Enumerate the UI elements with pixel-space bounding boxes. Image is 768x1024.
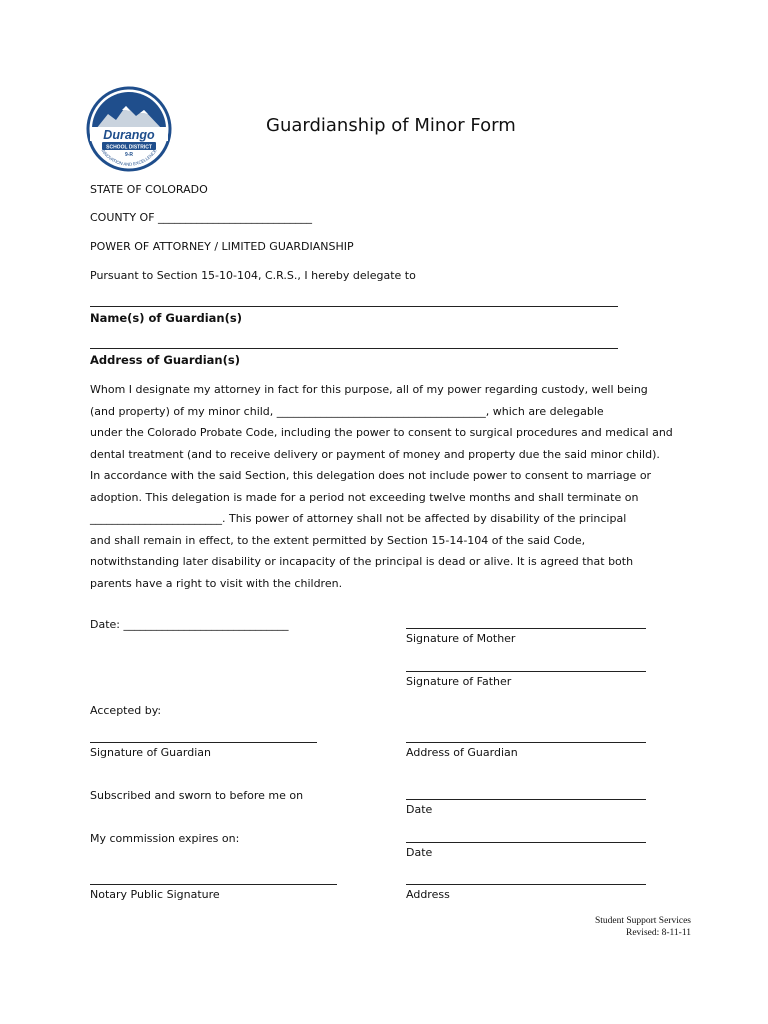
poa-heading: POWER OF ATTORNEY / LIMITED GUARDIANSHIP xyxy=(90,240,354,253)
paragraph-line: adoption. This delegation is made for a period not exceeding twelve months and shall terminate on xyxy=(90,490,639,504)
delegation-paragraph xyxy=(90,379,690,594)
subscribed-date-label: Date xyxy=(406,803,433,816)
state-line: STATE OF COLORADO xyxy=(90,183,208,196)
footer-department: Student Support Services xyxy=(594,916,691,926)
paragraph-line: (and property) of my minor child, ______________________________________, which are delegable xyxy=(90,404,604,418)
paragraph-line: Whom I designate my attorney in fact for this purpose, all of my power regarding custody, well being xyxy=(90,383,648,396)
notary-signature-label: Notary Public Signature xyxy=(90,888,220,901)
county-line: COUNTY OF ____________________________ xyxy=(90,211,313,224)
guardian-address-label: Address of Guardian(s) xyxy=(90,353,240,367)
paragraph-line: notwithstanding later disability or incapacity of the principal is dead or alive. It is agreed that both xyxy=(90,555,634,568)
district-logo xyxy=(86,86,172,172)
guardian-names-label: Name(s) of Guardian(s) xyxy=(90,311,242,325)
commission-date-line[interactable] xyxy=(406,842,646,843)
paragraph-line: parents have a right to visit with the children. xyxy=(90,576,343,590)
paragraph-line: dental treatment (and to receive delivery or payment of money and property due the said minor child). xyxy=(90,447,660,461)
notary-signature-line[interactable] xyxy=(90,884,337,885)
accepted-by-label: Accepted by: xyxy=(90,704,162,717)
date-field[interactable]: Date: ______________________________ xyxy=(90,618,289,631)
guardian-signature-label: Signature of Guardian xyxy=(90,746,211,759)
page-title: Guardianship of Minor Form xyxy=(266,115,516,136)
logo-name: Durango xyxy=(103,128,155,142)
paragraph-line: In accordance with the said Section, this delegation does not include power to consent to marriage or xyxy=(90,469,652,482)
father-signature-line[interactable] xyxy=(406,671,646,672)
subscribed-date-line[interactable] xyxy=(406,799,646,800)
paragraph-line: ________________________. This power of attorney shall not be affected by disability of the principal xyxy=(90,512,627,525)
paragraph-line: and shall remain in effect, to the extent permitted by Section 15-14-104 of the said Code, xyxy=(90,533,586,547)
logo-subtitle: SCHOOL DISTRICT xyxy=(106,144,152,151)
guardian-address-line[interactable] xyxy=(90,348,618,349)
logo-grades: 9-R xyxy=(124,152,134,158)
pursuant-line: Pursuant to Section 15-10-104, C.R.S., I hereby delegate to xyxy=(90,269,416,282)
mother-signature-line[interactable] xyxy=(406,628,646,629)
guardian-address-signature-label: Address of Guardian xyxy=(406,746,518,759)
logo-motto: INNOVATION AND EXCELLENCE xyxy=(100,148,158,167)
father-signature-label: Signature of Father xyxy=(406,675,512,688)
notary-address-line[interactable] xyxy=(406,884,646,885)
footer-revised: Revised: 8-11-11 xyxy=(626,928,691,938)
guardian-address-signature-line[interactable] xyxy=(406,742,646,743)
commission-label: My commission expires on: xyxy=(90,832,240,845)
notary-address-label: Address xyxy=(406,888,450,901)
guardian-name-line[interactable] xyxy=(90,306,618,307)
guardian-signature-line[interactable] xyxy=(90,742,317,743)
subscribed-label: Subscribed and sworn to before me on xyxy=(90,789,304,802)
commission-date-label: Date xyxy=(406,846,433,859)
paragraph-line: under the Colorado Probate Code, including the power to consent to surgical procedures and medical and xyxy=(90,426,673,439)
mother-signature-label: Signature of Mother xyxy=(406,632,516,645)
